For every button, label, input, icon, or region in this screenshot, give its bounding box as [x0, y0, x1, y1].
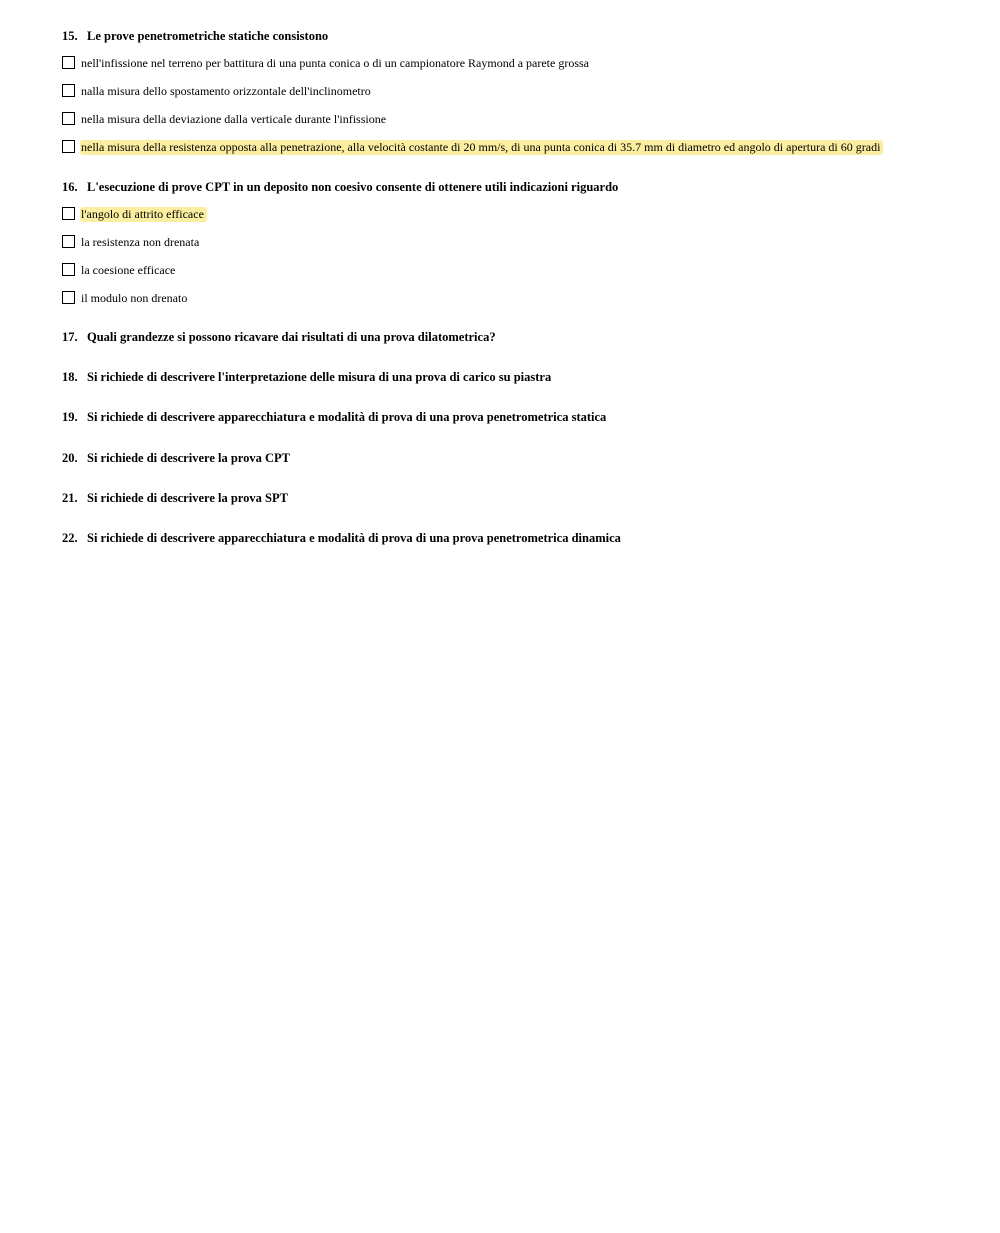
answer-checkbox[interactable]: [62, 291, 75, 304]
question-17-title: [62, 329, 496, 345]
question-18: [62, 369, 551, 385]
question-text: Le prove penetrometriche statiche consistono: [87, 29, 329, 43]
answer-checkbox[interactable]: [62, 207, 75, 220]
question-15-title: [62, 28, 328, 44]
option-text: la resistenza non drenata: [81, 235, 200, 249]
answer-checkbox[interactable]: [62, 263, 75, 276]
question-19-title: [62, 409, 606, 425]
option-text: la coesione efficace: [81, 263, 176, 277]
question-15-option-1: [62, 56, 589, 72]
question-19: [62, 409, 606, 425]
question-text: Si richiede di descrivere la prova SPT: [87, 491, 288, 505]
question-22: [62, 530, 621, 546]
question-16-title: [62, 179, 618, 195]
question-16: [62, 179, 618, 307]
question-22-title: [62, 530, 621, 546]
answer-checkbox[interactable]: [62, 235, 75, 248]
question-15: [62, 28, 881, 156]
question-number: 22.: [62, 531, 78, 545]
question-text: Si richiede di descrivere apparecchiatura e modalità di prova di una prova penetrometrica statica: [87, 410, 607, 424]
question-16-option-1: [62, 207, 618, 223]
option-text-highlighted: l'angolo di attrito efficace: [80, 207, 207, 222]
question-15-option-3: [62, 112, 387, 128]
option-text-highlighted: nella misura della resistenza opposta alla penetrazione, alla velocità costante di 20 mm/s, di una punta conica di 35.7 mm di diametro ed angolo di apertura di 60 gradi: [80, 140, 883, 155]
option-text: nella misura della deviazione dalla verticale durante l'infissione: [81, 112, 387, 126]
answer-checkbox[interactable]: [62, 140, 75, 153]
question-16-option-2: [62, 235, 618, 251]
option-text: il modulo non drenato: [81, 291, 188, 305]
question-15-option-2: [62, 84, 371, 100]
question-21-title: [62, 490, 288, 506]
answer-checkbox[interactable]: [62, 112, 75, 125]
question-number: 20.: [62, 451, 78, 465]
question-21: [62, 490, 288, 506]
answer-checkbox[interactable]: [62, 84, 75, 97]
question-16-option-4: [62, 291, 618, 307]
option-text: nell'infissione nel terreno per battitura di una punta conica o di un campionatore Raymond a parete grossa: [81, 56, 589, 70]
question-text: Si richiede di descrivere apparecchiatura e modalità di prova di una prova penetrometrica dinamica: [87, 531, 621, 545]
question-number: 21.: [62, 491, 78, 505]
question-text: Si richiede di descrivere la prova CPT: [87, 451, 290, 465]
option-text: nalla misura dello spostamento orizzontale dell'inclinometro: [81, 84, 371, 98]
question-text: Quali grandezze si possono ricavare dai risultati di una prova dilatometrica?: [87, 330, 496, 344]
question-text: L'esecuzione di prove CPT in un deposito non coesivo consente di ottenere utili indicazioni riguardo: [87, 180, 619, 194]
question-number: 19.: [62, 410, 78, 424]
question-20: [62, 450, 290, 466]
question-number: 15.: [62, 29, 78, 43]
question-17: [62, 329, 496, 345]
question-16-option-3: [62, 263, 618, 279]
question-number: 16.: [62, 180, 78, 194]
question-20-title: [62, 450, 290, 466]
question-number: 18.: [62, 370, 78, 384]
answer-checkbox[interactable]: [62, 56, 75, 69]
question-18-title: [62, 369, 551, 385]
question-number: 17.: [62, 330, 78, 344]
question-15-option-4: [62, 140, 881, 156]
question-text: Si richiede di descrivere l'interpretazione delle misura di una prova di carico su piastra: [87, 370, 552, 384]
